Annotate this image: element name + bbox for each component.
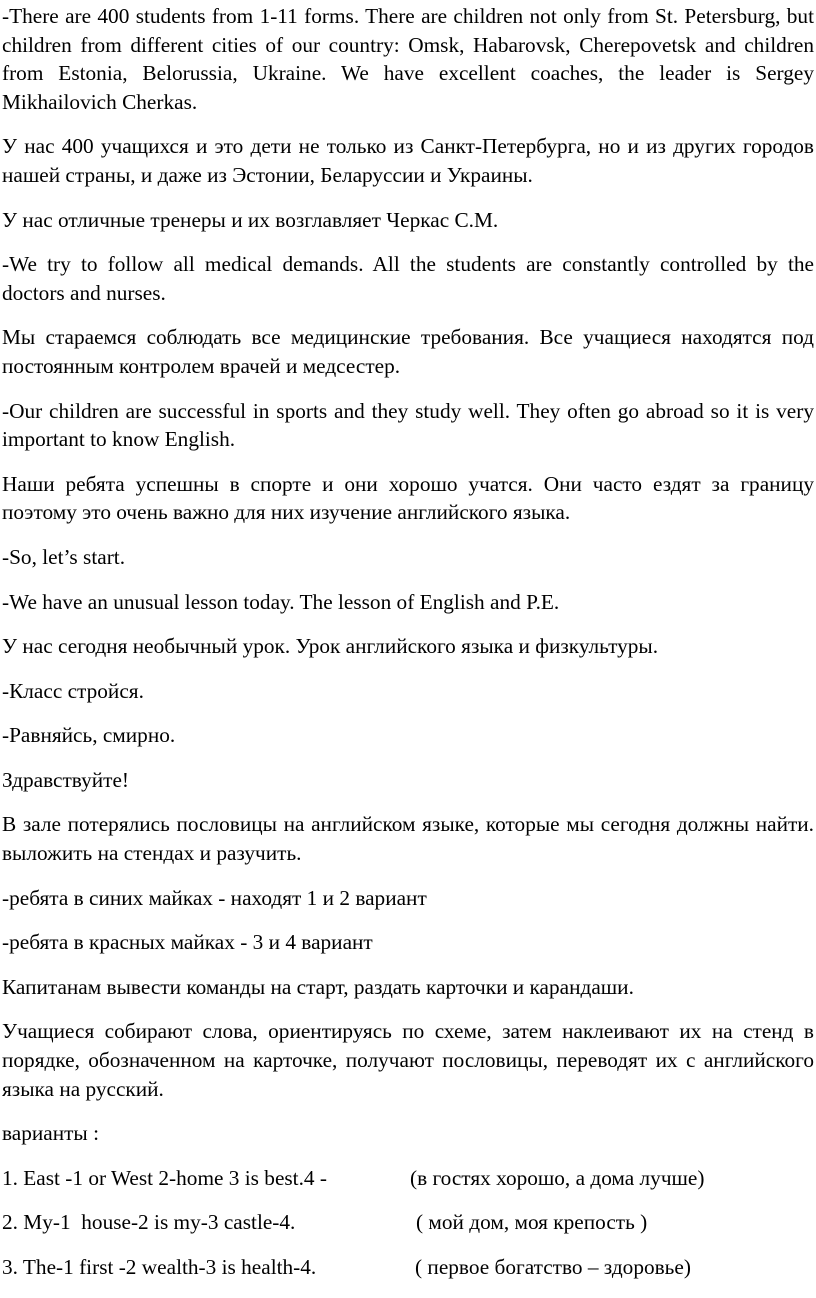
- variant-proverb-en: 2. My-1 house-2 is my-3 castle-4.: [2, 1210, 296, 1235]
- paragraph-proverbs-task: В зале потерялись пословицы на английском языке, которые мы сегодня должны найти. выложить на стендах и разучить.: [2, 812, 814, 866]
- variant-item: [2, 1253, 814, 1282]
- paragraph-intro-en: -There are 400 students from 1-11 forms. There are children not only from St. Petersburg, but children from different cities of our country: Omsk, Habarovsk, Cherepovetsk and children from Estonia, Belorussia, Ukraine. We have excellent coaches, the leader is Sergey Mikhailovich Cherkas.: [2, 4, 814, 114]
- variant-item: [2, 1208, 814, 1237]
- variant-translation-ru: ( первое богатство – здоровье): [415, 1255, 691, 1279]
- paragraph-lesson-en: -We have an unusual lesson today. The lesson of English and P.E.: [2, 589, 560, 614]
- paragraph-attention: -Равняйсь, смирно.: [2, 723, 176, 748]
- paragraph-captains: Капитанам вывести команды на старт, раздать карточки и карандаши.: [2, 974, 634, 999]
- variant-translation-ru: ( мой дом, моя крепость ): [416, 1210, 648, 1235]
- paragraph-blue-team: -ребята в синих майках - находят 1 и 2 вариант: [2, 885, 427, 910]
- paragraph-instructions: Учащиеся собирают слова, ориентируясь по схеме, затем наклеивают их на стенд в порядке, обозначенном на карточке, получают пословицы, переводят их с английского языка на русский.: [2, 1019, 814, 1101]
- variant-proverb-en: 1. East -1 or West 2-home 3 is best.4 -: [2, 1165, 327, 1190]
- paragraph-lesson-ru: У нас сегодня необычный урок. Урок английского языка и физкультуры.: [2, 634, 659, 659]
- paragraph-medical-ru: Мы стараемся соблюдать все медицинские требования. Все учащиеся находятся под постоянным контролем врачей и медсестер.: [2, 325, 814, 378]
- paragraph-line-up: -Класс стройся.: [2, 678, 144, 703]
- paragraph-start-en: -So, let’s start.: [2, 544, 126, 569]
- paragraph-variants-heading: варианты :: [2, 1121, 99, 1146]
- paragraph-sports-en: -Our children are successful in sports and they study well. They often go abroad so it is very important to know English.: [2, 398, 814, 452]
- variant-translation-ru: (в гостях хорошо, а дома лучше): [410, 1165, 705, 1190]
- variant-item: [2, 1164, 814, 1193]
- paragraph-intro-ru: У нас 400 учащихся и это дети не только из Санкт-Петербурга, но и из других городов нашей страны, и даже из Эстонии, Беларуссии и Украины.: [2, 134, 814, 187]
- paragraph-coaches-ru: У нас отличные тренеры и их возглавляет Черкас С.М.: [2, 207, 499, 232]
- paragraph-sports-ru: Наши ребята успешны в спорте и они хорошо учатся. Они часто ездят за границу поэтому это очень важно для них изучение английского языка.: [2, 471, 814, 525]
- paragraph-greeting: Здравствуйте!: [2, 767, 129, 792]
- variant-proverb-en: 3. The-1 first -2 wealth-3 is health-4.: [2, 1255, 317, 1279]
- paragraph-medical-en: -We try to follow all medical demands. All the students are constantly controlled by the doctors and nurses.: [2, 252, 814, 305]
- document-body: [2, 2, 814, 1298]
- paragraph-red-team: -ребята в красных майках - 3 и 4 вариант: [2, 930, 373, 955]
